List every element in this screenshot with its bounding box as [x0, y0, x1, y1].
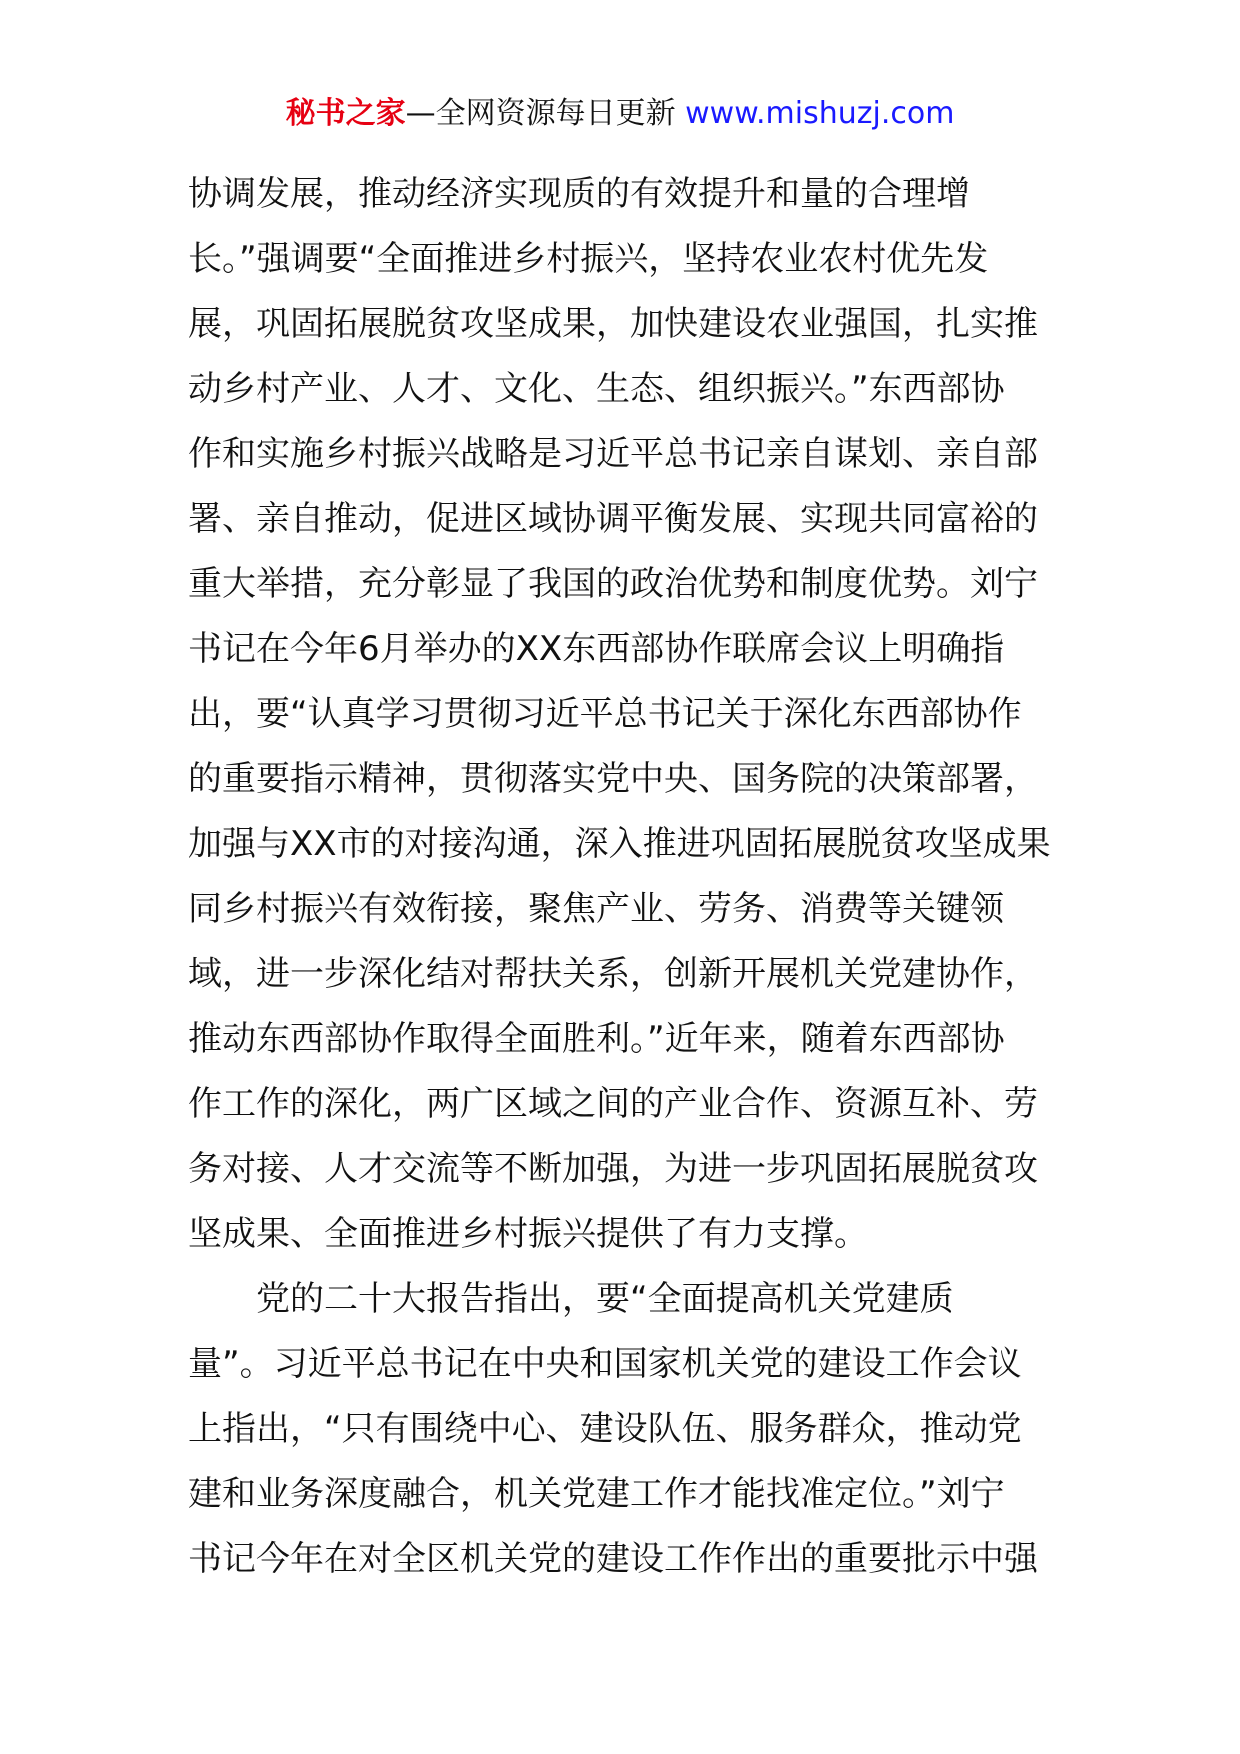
- text-line: 书记在今年6月举办的XX东西部协作联席会议上明确指: [188, 629, 1005, 669]
- site-tagline: —全网资源每日更新: [405, 96, 676, 131]
- text-line: 的重要指示精神，贯彻落实党中央、国务院的决策部署，: [188, 759, 1038, 799]
- site-url-link[interactable]: www.mishuzj.com: [685, 96, 955, 131]
- site-brand: 秘书之家: [285, 96, 406, 131]
- page-header: [0, 94, 1240, 134]
- text-line: 域，进一步深化结对帮扶关系，创新开展机关党建协作，: [188, 954, 1038, 994]
- text-line: 同乡村振兴有效衔接，聚焦产业、劳务、消费等关键领: [188, 889, 1004, 929]
- text-line: 建和业务深度融合，机关党建工作才能找准定位。”刘宁: [188, 1474, 1005, 1514]
- text-line: 协调发展，推动经济实现质的有效提升和量的合理增: [188, 174, 970, 214]
- text-line: 署、亲自推动，促进区域协调平衡发展、实现共同富裕的: [188, 499, 1038, 539]
- text-line: 党的二十大报告指出，要“全面提高机关党建质: [256, 1279, 954, 1319]
- text-line: 长。”强调要“全面推进乡村振兴，坚持农业农村优先发: [188, 239, 989, 279]
- text-line: 出，要“认真学习贯彻习近平总书记关于深化东西部协作: [188, 694, 1022, 734]
- text-line: 展，巩固拓展脱贫攻坚成果，加快建设农业强国，扎实推: [188, 304, 1038, 344]
- document-body: [188, 162, 1058, 1592]
- text-line: 量”。习近平总书记在中央和国家机关党的建设工作会议: [188, 1344, 1022, 1384]
- text-line: 务对接、人才交流等不断加强，为进一步巩固拓展脱贫攻: [188, 1149, 1038, 1189]
- text-line: 动乡村产业、人才、文化、生态、组织振兴。”东西部协: [188, 369, 1005, 409]
- text-line: 推动东西部协作取得全面胜利。”近年来，随着东西部协: [188, 1019, 1005, 1059]
- text-line: 作和实施乡村振兴战略是习近平总书记亲自谋划、亲自部: [188, 434, 1038, 474]
- text-line: 作工作的深化，两广区域之间的产业合作、资源互补、劳: [188, 1084, 1038, 1124]
- text-line: 上指出，“只有围绕中心、建设队伍、服务群众，推动党: [188, 1409, 1022, 1449]
- text-line: 坚成果、全面推进乡村振兴提供了有力支撑。: [188, 1214, 868, 1254]
- text-line: 重大举措，充分彰显了我国的政治优势和制度优势。刘宁: [188, 564, 1038, 604]
- text-line: 加强与XX市的对接沟通，深入推进巩固拓展脱贫攻坚成果: [188, 824, 1051, 864]
- text-line: 书记今年在对全区机关党的建设工作作出的重要批示中强: [188, 1539, 1038, 1579]
